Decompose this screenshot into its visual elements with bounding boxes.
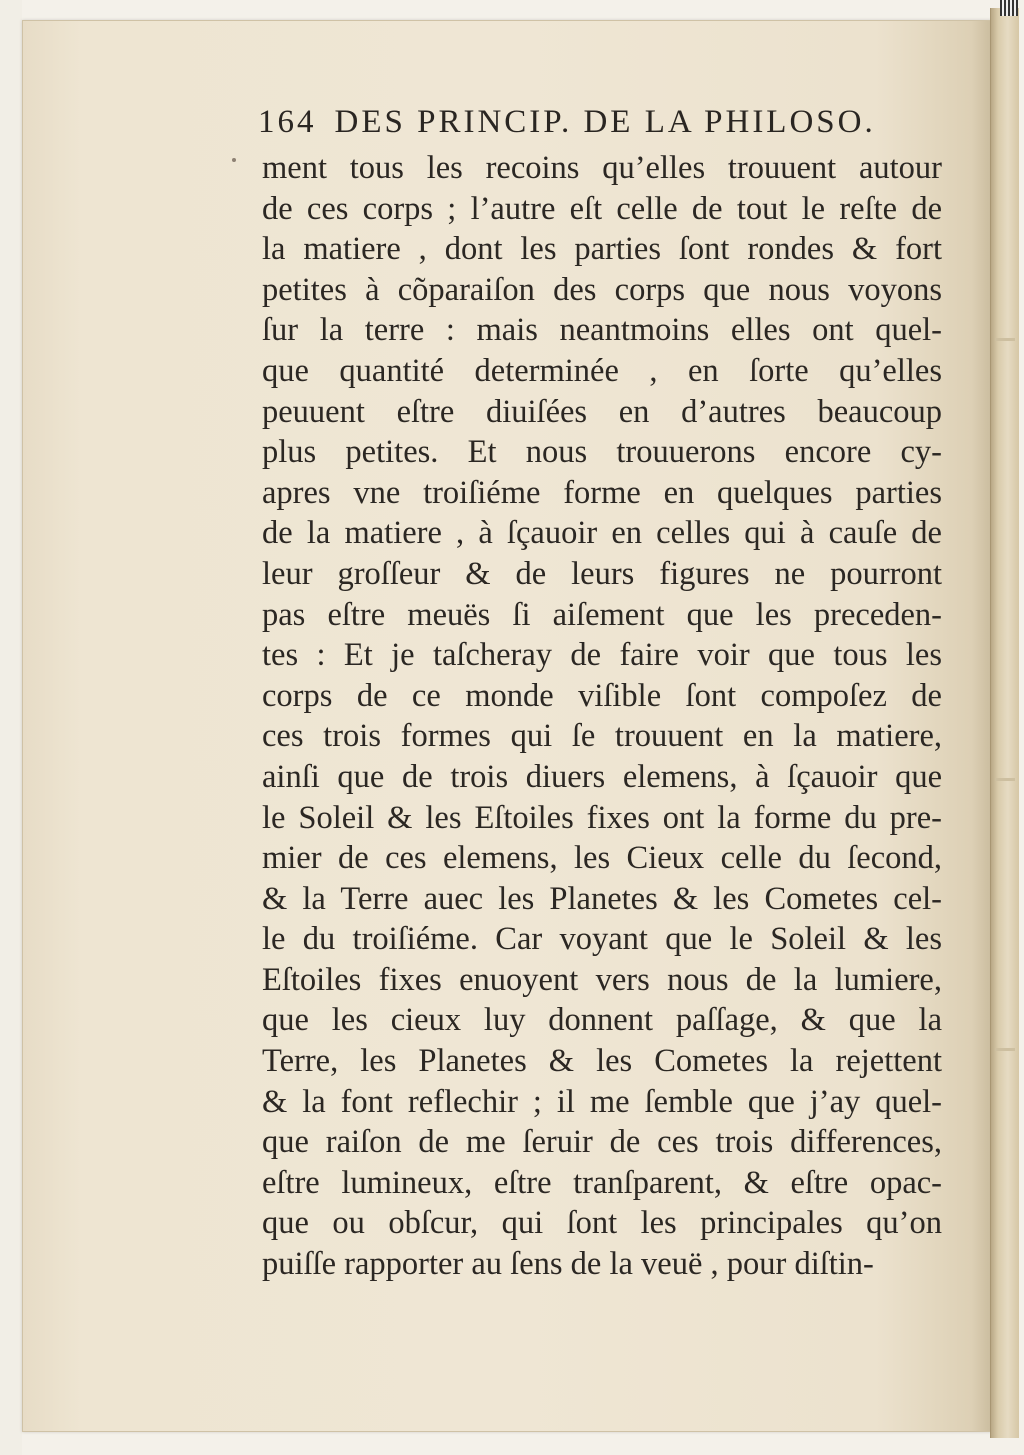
facing-page-edge (990, 8, 1019, 1438)
text-line: & la font reflechir ; il me ſemble que j’ay quel- (262, 1083, 942, 1120)
text-line: pas eſtre meuës ſi aiſement que les preceden- (262, 596, 942, 633)
text-line: Eſtoiles fixes enuoyent vers nous de la lumiere, (262, 961, 942, 998)
text-line: que raiſon de me ſeruir de ces trois differences, (262, 1124, 942, 1161)
text-line: petites à cõparaiſon des corps que nous voyons (262, 271, 942, 308)
running-head (258, 102, 948, 142)
text-line: mier de ces elemens, les Cieux celle du ſecond, (262, 840, 942, 877)
text-line: de ces corps ; l’autre eſt celle de tout le reſte de (262, 190, 942, 227)
text-line: le Soleil & les Eſtoiles fixes ont la forme du pre- (262, 799, 942, 836)
text-line: peuuent eſtre diuiſées en d’autres beaucoup (262, 393, 942, 430)
text-line: ment tous les recoins qu’elles trouuent autour (262, 150, 942, 186)
text-line: ſur la terre : mais neantmoins elles ont quel- (262, 312, 942, 349)
text-line: & la Terre auec les Planetes & les Cometes cel- (262, 880, 942, 917)
text-line: tes : Et je taſcheray de faire voir que tous les (262, 637, 942, 674)
text-line: Terre, les Planetes & les Cometes la rejettent (262, 1043, 942, 1080)
edge-mark (995, 1048, 1015, 1051)
text-line: que quantité determinée , en ſorte qu’elles (262, 352, 942, 389)
ink-speck (232, 158, 236, 162)
text-line: que les cieux luy donnent paſſage, & que la (262, 1002, 942, 1039)
text-line: la matiere , dont les parties ſont rondes & fort (262, 231, 942, 268)
body-text (262, 148, 942, 1285)
scan-left-margin (0, 0, 22, 1455)
running-head-title: DES PRINCIP. DE LA PHILOSO. (334, 104, 876, 140)
color-ruler-strip (1000, 0, 1018, 16)
text-line: ces trois formes qui ſe trouuent en la matiere, (262, 718, 942, 755)
text-line: corps de ce monde viſible ſont compoſez de (262, 677, 942, 714)
page-number: 164 (258, 104, 317, 140)
text-line: eſtre lumineux, eſtre tranſparent, & eſtre opac- (262, 1164, 942, 1201)
text-line: plus petites. Et nous trouuerons encore cy- (262, 434, 942, 471)
edge-mark (995, 778, 1015, 781)
text-line: le du troiſiéme. Car voyant que le Soleil & les (262, 921, 942, 958)
text-line: leur groſſeur & de leurs figures ne pourront (262, 555, 942, 592)
text-line: que ou obſcur, qui ſont les principales qu’on (262, 1205, 942, 1242)
text-line: puiſſe rapporter au ſens de la veuë , pour diſtin- (262, 1246, 874, 1283)
text-line: ainſi que de trois diuers elemens, à ſçauoir que (262, 758, 942, 795)
edge-mark (995, 338, 1015, 341)
text-line: apres vne troiſiéme forme en quelques parties (262, 474, 942, 511)
text-line: de la matiere , à ſçauoir en celles qui à cauſe de (262, 515, 942, 552)
